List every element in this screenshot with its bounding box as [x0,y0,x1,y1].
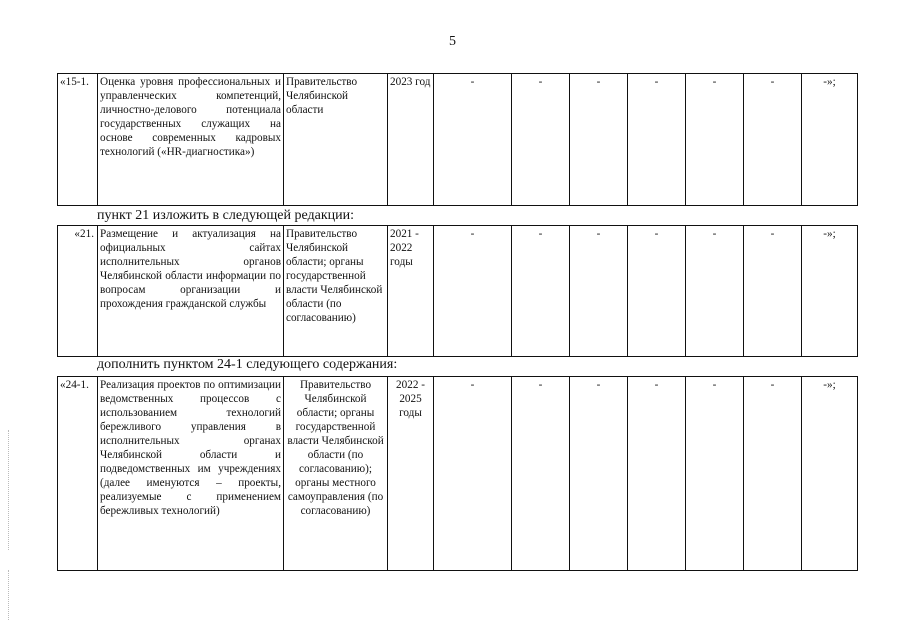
closing-cell: -»; [802,74,858,206]
value-cell: - [744,74,802,206]
row-number: «21. [58,226,98,357]
measure-name: Размещение и актуализация на официальных сайтах исполнительных органов Челябинской области информации по вопросам организации и прохождения гражданской службы [98,226,284,357]
value-cell: - [686,74,744,206]
closing-cell: -»; [802,377,858,571]
insert-caption-item-21: пункт 21 изложить в следующей редакции: [97,208,354,223]
measure-name: Реализация проектов по оптимизации ведомственных процессов с использованием технологий бережливого управления в исполнительных органах Челябинской области и подведомственных им учреждениях (далее именуются – проекты, реализуемые с применением бережливых технологий) [98,377,284,571]
value-cell: - [434,74,512,206]
value-cell: - [686,226,744,357]
executor: Правительство Челябинской области; органы государственной власти Челябинской области (по согласованию); органы местного самоуправления (по согласованию) [284,377,388,571]
scan-margin-mark [8,570,11,620]
value-cell: - [512,226,570,357]
value-cell: - [628,377,686,571]
value-cell: - [570,377,628,571]
executor: Правительство Челябинской области; органы государственной власти Челябинской области (по согласованию) [284,226,388,357]
value-cell: - [512,74,570,206]
table-row-21 [57,225,858,357]
value-cell: - [744,377,802,571]
value-cell: - [628,226,686,357]
value-cell: - [570,226,628,357]
value-cell: - [686,377,744,571]
value-cell: - [434,377,512,571]
table-row-24-1 [57,376,858,571]
page-number: 5 [449,34,456,49]
value-cell: - [512,377,570,571]
value-cell: - [628,74,686,206]
insert-caption-item-24-1: дополнить пунктом 24-1 следующего содержания: [97,357,398,372]
row-number: «24-1. [58,377,98,571]
scan-margin-mark [8,430,11,550]
period: 2022 - 2025 годы [388,377,434,571]
value-cell: - [434,226,512,357]
executor: Правительство Челябинской области [284,74,388,206]
period: 2021 - 2022 годы [388,226,434,357]
period: 2023 год [388,74,434,206]
value-cell: - [570,74,628,206]
value-cell: - [744,226,802,357]
closing-cell: -»; [802,226,858,357]
row-number: «15-1. [58,74,98,206]
table-row-15-1 [57,73,858,206]
measure-name: Оценка уровня профессиональных и управленческих компетенций, личностно-делового потенциала государственных служащих на основе современных кадровых технологий («HR-диагностика») [98,74,284,206]
